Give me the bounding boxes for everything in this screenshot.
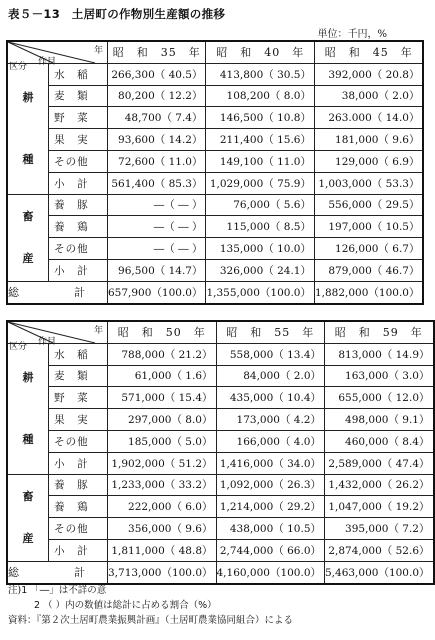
table-row <box>7 194 423 216</box>
item-label: その他 <box>49 430 108 452</box>
value-cell: 166,000（ 4.0） <box>216 430 325 452</box>
value-cell: 263.000（ 14.0） <box>314 107 423 129</box>
header-year-label: 年 <box>93 46 103 56</box>
year-header: 昭 和 45 年 <box>314 41 423 63</box>
item-label: その他 <box>49 238 108 260</box>
table-row <box>7 365 434 387</box>
value-cell: 395,000（ 7.2） <box>325 518 434 540</box>
value-cell: 2,589,000（ 47.4） <box>325 452 434 474</box>
item-label: 野 菜 <box>49 387 108 409</box>
table-row <box>7 474 434 496</box>
year-header: 昭 和 35 年 <box>108 41 206 63</box>
table-row <box>7 496 434 518</box>
value-cell: 1,902,000（ 51.2） <box>108 452 217 474</box>
value-cell: 438,000（ 10.5） <box>216 518 325 540</box>
value-cell: 108,200（ 8.0） <box>206 85 315 107</box>
category-char: 産 <box>22 251 34 265</box>
note-1: 注)1 「―」は不詳の意 <box>8 585 107 596</box>
unit-label: 単位：千円，% <box>317 29 387 40</box>
value-cell: 556,000（ 29.5） <box>314 194 423 216</box>
table-row <box>7 216 423 238</box>
table-row <box>7 238 423 260</box>
value-cell: 1,811,000（ 48.8） <box>108 539 217 561</box>
item-label: 養 鶏 <box>49 216 108 238</box>
value-cell: ―（ ― ） <box>108 238 206 260</box>
value-cell: 211,400（ 15.6） <box>206 129 315 151</box>
header-item-label: 作目 <box>38 57 57 67</box>
value-cell: 460,000（ 8.4） <box>325 430 434 452</box>
value-cell: 561,400（ 85.3） <box>108 172 206 194</box>
item-label: 麦 類 <box>49 365 108 387</box>
value-cell: 498,000（ 9.1） <box>325 409 434 431</box>
year-header: 昭 和 40 年 <box>206 41 315 63</box>
category-char: 種 <box>22 432 34 446</box>
value-cell: 1,416,000（ 34.0） <box>216 452 325 474</box>
table-row <box>7 150 423 172</box>
production-table-2 <box>6 320 435 585</box>
value-cell: 93,600（ 14.2） <box>108 129 206 151</box>
value-cell: 38,000（ 2.0） <box>314 85 423 107</box>
value-cell: 2,874,000（ 52.6） <box>325 539 434 561</box>
header-year-label: 年 <box>93 326 103 336</box>
category-chiku <box>7 474 49 561</box>
value-cell: 72,600（ 11.0） <box>108 150 206 172</box>
value-cell: 181,000（ 9.6） <box>314 129 423 151</box>
value-cell: 96,500（ 14.7） <box>108 259 206 281</box>
value-cell: 326,000（ 24.1） <box>206 259 315 281</box>
value-cell: 435,000（ 10.4） <box>216 387 325 409</box>
item-label: その他 <box>49 150 108 172</box>
value-cell: 115,000（ 8.5） <box>206 216 315 238</box>
table-body <box>7 321 434 584</box>
header-item-label: 作目 <box>38 337 57 347</box>
value-cell: 146,500（ 10.8） <box>206 107 315 129</box>
value-cell: 879,000（ 46.7） <box>314 259 423 281</box>
item-label: 果 実 <box>49 129 108 151</box>
table-title: 表５－13 土居町の作物別生産額の推移 <box>8 7 226 21</box>
total-row <box>7 281 423 303</box>
category-char: 耕 <box>22 370 34 384</box>
value-cell: 1,214,000（ 29.2） <box>216 496 325 518</box>
table-row <box>7 409 434 431</box>
table-row <box>7 129 423 151</box>
value-cell: 1,003,000（ 53.3） <box>314 172 423 194</box>
header-category-label: 区分 <box>9 62 28 72</box>
value-cell: 149,100（ 11.0） <box>206 150 315 172</box>
value-cell: 163,000（ 3.0） <box>325 365 434 387</box>
total-value: 5,463,000（100.0） <box>325 561 434 583</box>
value-cell: 48,700（ 7.4） <box>108 107 206 129</box>
table-row <box>7 518 434 540</box>
item-label: その他 <box>49 518 108 540</box>
year-header: 昭 和 59 年 <box>325 321 434 343</box>
value-cell: 126,000（ 6.7） <box>314 238 423 260</box>
item-label: 小 計 <box>49 539 108 561</box>
category-chiku <box>7 194 49 281</box>
notes <box>8 583 293 628</box>
table-row <box>7 387 434 409</box>
value-cell: 655,000（ 12.0） <box>325 387 434 409</box>
table-row <box>7 452 434 474</box>
value-cell: 1,092,000（ 26.3） <box>216 474 325 496</box>
value-cell: 80,200（ 12.2） <box>108 85 206 107</box>
value-cell: 392,000（ 20.8） <box>314 63 423 85</box>
header-corner <box>7 321 108 352</box>
year-header: 昭 和 55 年 <box>216 321 325 343</box>
value-cell: 2,744,000（ 66.0） <box>216 539 325 561</box>
total-value: 1,882,000（100.0） <box>314 281 423 303</box>
value-cell: 1,432,000（ 26.2） <box>325 474 434 496</box>
value-cell: 297,000（ 8.0） <box>108 409 217 431</box>
value-cell: 185,000（ 5.0） <box>108 430 217 452</box>
value-cell: ―（ ― ） <box>108 194 206 216</box>
item-label: 養 豚 <box>49 474 108 496</box>
total-label: 総 計 <box>7 281 108 303</box>
item-label: 養 豚 <box>49 194 108 216</box>
category-kou <box>7 343 49 474</box>
value-cell: 173,000（ 4.2） <box>216 409 325 431</box>
item-label: 果 実 <box>49 409 108 431</box>
value-cell: 135,000（ 10.0） <box>206 238 315 260</box>
value-cell: 129,000（ 6.9） <box>314 150 423 172</box>
category-char: 種 <box>22 152 34 166</box>
total-value: 3,713,000（100.0） <box>108 561 217 583</box>
total-row <box>7 561 434 583</box>
category-kou <box>7 63 49 194</box>
value-cell: ―（ ― ） <box>108 216 206 238</box>
table-row <box>7 107 423 129</box>
table-row <box>7 539 434 561</box>
header-corner <box>7 41 108 72</box>
note-2: 2 （ ）内の数値は総計に占める割合（%） <box>34 600 217 611</box>
table-row <box>7 430 434 452</box>
item-label: 養 鶏 <box>49 496 108 518</box>
value-cell: 84,000（ 2.0） <box>216 365 325 387</box>
table-row <box>7 343 434 365</box>
item-label: 水 稲 <box>49 63 108 85</box>
value-cell: 571,000（ 15.4） <box>108 387 217 409</box>
total-value: 1,355,000（100.0） <box>206 281 315 303</box>
header-row <box>7 321 434 343</box>
value-cell: 788,000（ 21.2） <box>108 343 217 365</box>
table-row <box>7 259 423 281</box>
category-char: 畜 <box>22 209 34 223</box>
value-cell: 813,000（ 14.9） <box>325 343 434 365</box>
value-cell: 413,800（ 30.5） <box>206 63 315 85</box>
item-label: 麦 類 <box>49 85 108 107</box>
total-label: 総 計 <box>7 561 108 583</box>
value-cell: 76,000（ 5.6） <box>206 194 315 216</box>
value-cell: 558,000（ 13.4） <box>216 343 325 365</box>
value-cell: 61,000（ 1.6） <box>108 365 217 387</box>
value-cell: 197,000（ 10.5） <box>314 216 423 238</box>
item-label: 小 計 <box>49 259 108 281</box>
category-char: 耕 <box>22 90 34 104</box>
table-body <box>7 41 423 304</box>
total-value: 4,160,000（100.0） <box>216 561 325 583</box>
value-cell: 1,233,000（ 33.2） <box>108 474 217 496</box>
table-row <box>7 63 423 85</box>
production-table-1 <box>6 40 424 305</box>
category-char: 畜 <box>22 489 34 503</box>
category-char: 産 <box>22 531 34 545</box>
note-source: 資料：『第２次土居町農業振興計画』（土居町農業協同組合）による <box>8 615 294 626</box>
value-cell: 1,047,000（ 19.2） <box>325 496 434 518</box>
header-category-label: 区分 <box>9 342 28 352</box>
value-cell: 266,300（ 40.5） <box>108 63 206 85</box>
item-label: 小 計 <box>49 172 108 194</box>
value-cell: 222,000（ 6.0） <box>108 496 217 518</box>
item-label: 小 計 <box>49 452 108 474</box>
value-cell: 356,000（ 9.6） <box>108 518 217 540</box>
item-label: 野 菜 <box>49 107 108 129</box>
table-row <box>7 85 423 107</box>
table-row <box>7 172 423 194</box>
value-cell: 1,029,000（ 75.9） <box>206 172 315 194</box>
header-row <box>7 41 423 63</box>
item-label: 水 稲 <box>49 343 108 365</box>
year-header: 昭 和 50 年 <box>108 321 217 343</box>
total-value: 657,900（100.0） <box>108 281 206 303</box>
